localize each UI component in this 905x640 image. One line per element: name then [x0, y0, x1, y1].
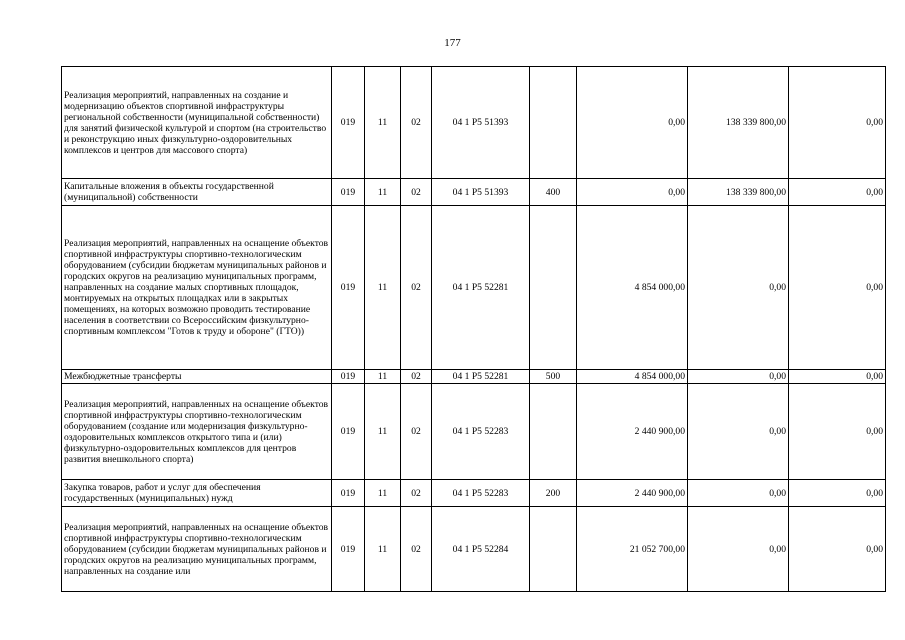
cell-sum-year-1: 4 854 000,00	[577, 206, 688, 370]
cell-target-article: 04 1 P5 51393	[432, 179, 530, 206]
cell-sum-year-2: 0,00	[688, 206, 789, 370]
cell-expense-type	[530, 206, 577, 370]
cell-sum-year-1: 2 440 900,00	[577, 384, 688, 480]
table-row	[62, 179, 886, 206]
cell-grbs: 019	[332, 370, 365, 384]
cell-expense-type	[530, 384, 577, 480]
cell-target-article: 04 1 P5 51393	[432, 67, 530, 179]
cell-expense-type: 500	[530, 370, 577, 384]
cell-sum-year-3: 0,00	[789, 179, 886, 206]
cell-sum-year-3: 0,00	[789, 206, 886, 370]
cell-subsection: 02	[401, 179, 432, 206]
table-row	[62, 370, 886, 384]
cell-target-article: 04 1 P5 52281	[432, 206, 530, 370]
table-row	[62, 384, 886, 480]
cell-sum-year-2: 138 339 800,00	[688, 67, 789, 179]
table-row	[62, 206, 886, 370]
cell-grbs: 019	[332, 507, 365, 592]
cell-sum-year-2: 0,00	[688, 480, 789, 507]
cell-grbs: 019	[332, 384, 365, 480]
cell-grbs: 019	[332, 67, 365, 179]
cell-sum-year-1: 2 440 900,00	[577, 480, 688, 507]
row-description: Межбюджетные трансферты	[62, 370, 332, 384]
cell-sum-year-2: 138 339 800,00	[688, 179, 789, 206]
row-description: Реализация мероприятий, направленных на оснащение объектов спортивной инфраструктуры спортивно-технологическим оборудованием (субсидии бюджетам муниципальных районов и городских округов на реализацию муниципальных программ, направленных на создание малых спортивных площадок, монтируемых на открытых площадках или в закрытых помещениях, на которых возможно проводить тестирование населения в соответствии со Всероссийским физкультурно-спортивным комплексом "Готов к труду и обороне" (ГТО))	[62, 206, 332, 370]
cell-expense-type: 200	[530, 480, 577, 507]
cell-target-article: 04 1 P5 52281	[432, 370, 530, 384]
row-description: Реализация мероприятий, направленных на создание и модернизацию объектов спортивной инфраструктуры региональной собственности (муниципальной собственности) для занятий физической культурой и спортом (на строительство и реконструкцию иных физкультурно-оздоровительных комплексов и центров для массового спорта)	[62, 67, 332, 179]
cell-sum-year-2: 0,00	[688, 370, 789, 384]
cell-section: 11	[365, 206, 401, 370]
cell-subsection: 02	[401, 480, 432, 507]
page-number: 177	[444, 37, 461, 49]
cell-expense-type: 400	[530, 179, 577, 206]
cell-section: 11	[365, 384, 401, 480]
cell-sum-year-3: 0,00	[789, 67, 886, 179]
cell-grbs: 019	[332, 206, 365, 370]
cell-target-article: 04 1 P5 52284	[432, 507, 530, 592]
cell-sum-year-1: 0,00	[577, 67, 688, 179]
cell-section: 11	[365, 67, 401, 179]
cell-sum-year-3: 0,00	[789, 507, 886, 592]
cell-section: 11	[365, 480, 401, 507]
cell-sum-year-2: 0,00	[688, 507, 789, 592]
row-description: Реализация мероприятий, направленных на оснащение объектов спортивной инфраструктуры спортивно-технологическим оборудованием (создание или модернизация физкультурно-оздоровительных комплексов открытого типа и (или) физкультурно-оздоровительных комплексов для центров развития внешкольного спорта)	[62, 384, 332, 480]
cell-target-article: 04 1 P5 52283	[432, 384, 530, 480]
cell-section: 11	[365, 179, 401, 206]
cell-target-article: 04 1 P5 52283	[432, 480, 530, 507]
table-row	[62, 507, 886, 592]
cell-section: 11	[365, 370, 401, 384]
cell-section: 11	[365, 507, 401, 592]
cell-expense-type	[530, 67, 577, 179]
cell-expense-type	[530, 507, 577, 592]
cell-grbs: 019	[332, 179, 365, 206]
cell-subsection: 02	[401, 384, 432, 480]
table-row	[62, 480, 886, 507]
cell-subsection: 02	[401, 370, 432, 384]
cell-sum-year-3: 0,00	[789, 370, 886, 384]
cell-subsection: 02	[401, 67, 432, 179]
cell-sum-year-1: 21 052 700,00	[577, 507, 688, 592]
cell-sum-year-1: 0,00	[577, 179, 688, 206]
row-description: Закупка товаров, работ и услуг для обеспечения государственных (муниципальных) нужд	[62, 480, 332, 507]
cell-sum-year-1: 4 854 000,00	[577, 370, 688, 384]
cell-sum-year-2: 0,00	[688, 384, 789, 480]
row-description: Реализация мероприятий, направленных на оснащение объектов спортивной инфраструктуры спортивно-технологическим оборудованием (субсидии бюджетам муниципальных районов и городских округов на реализацию муниципальных программ, направленных на создание или	[62, 507, 332, 592]
cell-sum-year-3: 0,00	[789, 480, 886, 507]
cell-sum-year-3: 0,00	[789, 384, 886, 480]
cell-grbs: 019	[332, 480, 365, 507]
row-description: Капитальные вложения в объекты государственной (муниципальной) собственности	[62, 179, 332, 206]
table-row	[62, 67, 886, 179]
cell-subsection: 02	[401, 206, 432, 370]
budget-table	[61, 66, 886, 592]
cell-subsection: 02	[401, 507, 432, 592]
